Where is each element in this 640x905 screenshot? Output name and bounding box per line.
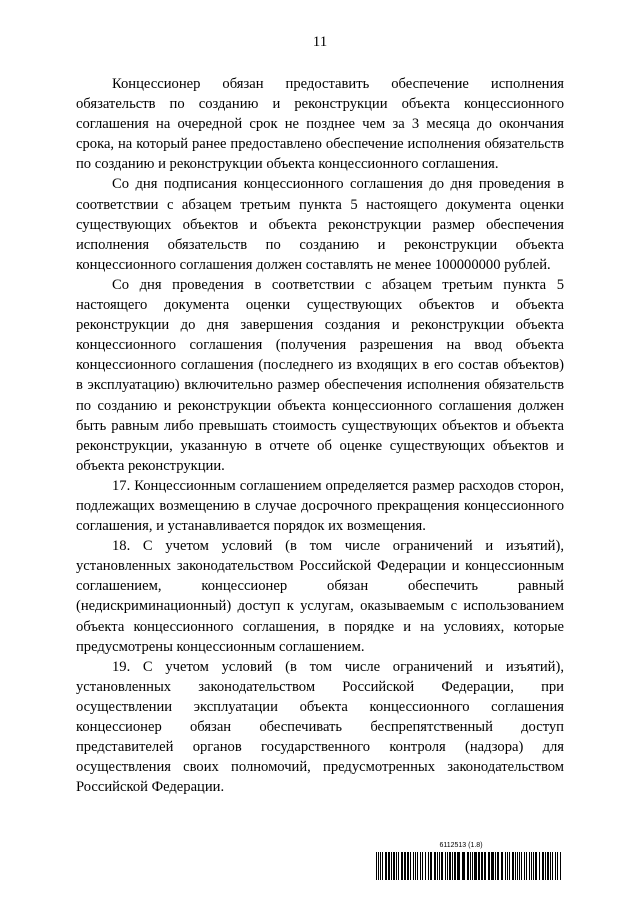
page-number: 11 bbox=[312, 34, 328, 50]
barcode-bar bbox=[557, 852, 558, 880]
barcode-bar bbox=[509, 852, 510, 880]
barcode-bar bbox=[398, 852, 399, 880]
barcode-bar bbox=[420, 852, 421, 880]
barcode-bar bbox=[415, 852, 416, 880]
barcode-bar bbox=[380, 852, 381, 880]
paragraph-item-18: 18. С учетом условий (в том числе ограничений и изъятий), установленных законодательством Российской Федерации и концессионным соглашением, концессионер обязан обеспечить равный (недискриминационный) доступ к услугам, оказываемым с использованием объекта концессионного соглашения, в порядке и на условиях, которые предусмотрены концессионным соглашением. bbox=[76, 538, 564, 655]
document-code: 6112513 (1.8) bbox=[439, 842, 483, 849]
paragraph-guarantee-after-valuation: Со дня проведения в соответствии с абзацем третьим пункта 5 настоящего документа оценки существующих объектов и объекта реконструкции до дня завершения создания и реконструкции объекта концессионного соглашения (получения разрешения на ввод объекта концессионного соглашения (последнего из входящих в его состав объектов) в эксплуатацию) включительно размер обеспечения исполнения обязательств по созданию и реконструкции объекта концессионного соглашения должен быть равным либо превышать стоимость существующих объектов и объекта реконструкции, указанную в отчете об оценке существующих объектов и объекта реконструкции. bbox=[76, 276, 564, 474]
barcode-bar bbox=[550, 852, 551, 880]
barcode-bar bbox=[401, 852, 403, 880]
paragraph-guarantee-term: Концессионер обязан предоставить обеспечение исполнения обязательств по созданию и реконструкции объекта концессионного соглашения на очередной срок не позднее чем за 3 месяца до окончания срока, на который ранее предоставлено обеспечение исполнения обязательств по созданию и реконструкции объекта концессионного соглашения. bbox=[76, 76, 564, 173]
barcode-bar bbox=[428, 852, 429, 880]
barcode-bar bbox=[449, 852, 451, 880]
barcode-bar bbox=[407, 852, 409, 880]
barcode-bar bbox=[519, 852, 520, 880]
barcode-bar bbox=[501, 852, 503, 880]
barcode-bar bbox=[470, 852, 471, 880]
barcode-bar bbox=[545, 852, 546, 880]
barcode-bar bbox=[388, 852, 390, 880]
barcode-bar bbox=[560, 852, 561, 880]
barcode-bar bbox=[552, 852, 553, 880]
barcode-bar bbox=[393, 852, 395, 880]
barcode-bar bbox=[410, 852, 411, 880]
barcode-bar bbox=[425, 852, 426, 880]
barcode-bar bbox=[472, 852, 473, 880]
barcode-bar bbox=[539, 852, 540, 880]
barcode-bar bbox=[533, 852, 534, 880]
barcode-bar bbox=[452, 852, 453, 880]
barcode-bar bbox=[385, 852, 387, 880]
paragraph-item-17: 17. Концессионным соглашением определяется размер расходов сторон, подлежащих возмещению в случае досрочного прекращения концессионного соглашения, и устанавливается порядок их возмещения. bbox=[76, 477, 564, 535]
barcode-bar bbox=[507, 852, 508, 880]
barcode-bar bbox=[413, 852, 414, 880]
barcode-bar bbox=[491, 852, 494, 880]
barcode-bar bbox=[531, 852, 532, 880]
barcode-bar bbox=[529, 852, 530, 880]
barcode-bar bbox=[462, 852, 465, 880]
barcode-bar bbox=[434, 852, 436, 880]
barcode-bar bbox=[439, 852, 440, 880]
barcode-bar bbox=[542, 852, 544, 880]
barcode-bar bbox=[505, 852, 506, 880]
barcode-bar bbox=[391, 852, 392, 880]
barcode-bar bbox=[526, 852, 527, 880]
barcode-bar bbox=[547, 852, 549, 880]
barcode-icon bbox=[376, 852, 564, 880]
barcode-bar bbox=[454, 852, 456, 880]
barcode-bar bbox=[474, 852, 477, 880]
barcode-bar bbox=[521, 852, 522, 880]
barcode-bar bbox=[495, 852, 496, 880]
barcode-bar bbox=[481, 852, 483, 880]
barcode-bar bbox=[497, 852, 499, 880]
paragraph-item-19: 19. С учетом условий (в том числе ограничений и изъятий), установленных законодательством Российской Федерации, при осуществлении эксплуатации объекта концессионного соглашения концессионер обязан обеспечивать беспрепятственный доступ представителей органов государственного контроля (надзора) для осуществления своих полномочий, предусмотренных законодательством Российской Федерации. bbox=[76, 658, 564, 796]
barcode-bar bbox=[535, 852, 537, 880]
barcode-bar bbox=[404, 852, 406, 880]
barcode-bar bbox=[382, 852, 383, 880]
barcode-bar bbox=[396, 852, 397, 880]
document-body bbox=[76, 74, 564, 797]
barcode-bar bbox=[445, 852, 446, 880]
barcode-bar bbox=[430, 852, 432, 880]
barcode-bar bbox=[447, 852, 448, 880]
barcode-bar bbox=[441, 852, 443, 880]
document-footer bbox=[376, 842, 564, 880]
barcode-bar bbox=[524, 852, 525, 880]
barcode-bar bbox=[467, 852, 469, 880]
barcode-bar bbox=[417, 852, 418, 880]
barcode-bar bbox=[422, 852, 423, 880]
barcode-bar bbox=[512, 852, 514, 880]
barcode-bar bbox=[378, 852, 379, 880]
barcode-bar bbox=[488, 852, 490, 880]
barcode-bar bbox=[555, 852, 556, 880]
barcode-bar bbox=[515, 852, 516, 880]
barcode-bar bbox=[457, 852, 460, 880]
paragraph-guarantee-initial-amount: Со дня подписания концессионного соглашения до дня проведения в соответствии с абзацем третьим пункта 5 настоящего документа оценки существующих объектов и объекта реконструкции размер обеспечения исполнения обязательств по созданию и реконструкции объекта концессионного соглашения должен составлять не менее 100000000 рублей. bbox=[76, 176, 564, 273]
barcode-bar bbox=[376, 852, 377, 880]
barcode-bar bbox=[437, 852, 438, 880]
barcode-bar bbox=[517, 852, 518, 880]
barcode-bar bbox=[484, 852, 486, 880]
barcode-bar bbox=[478, 852, 480, 880]
